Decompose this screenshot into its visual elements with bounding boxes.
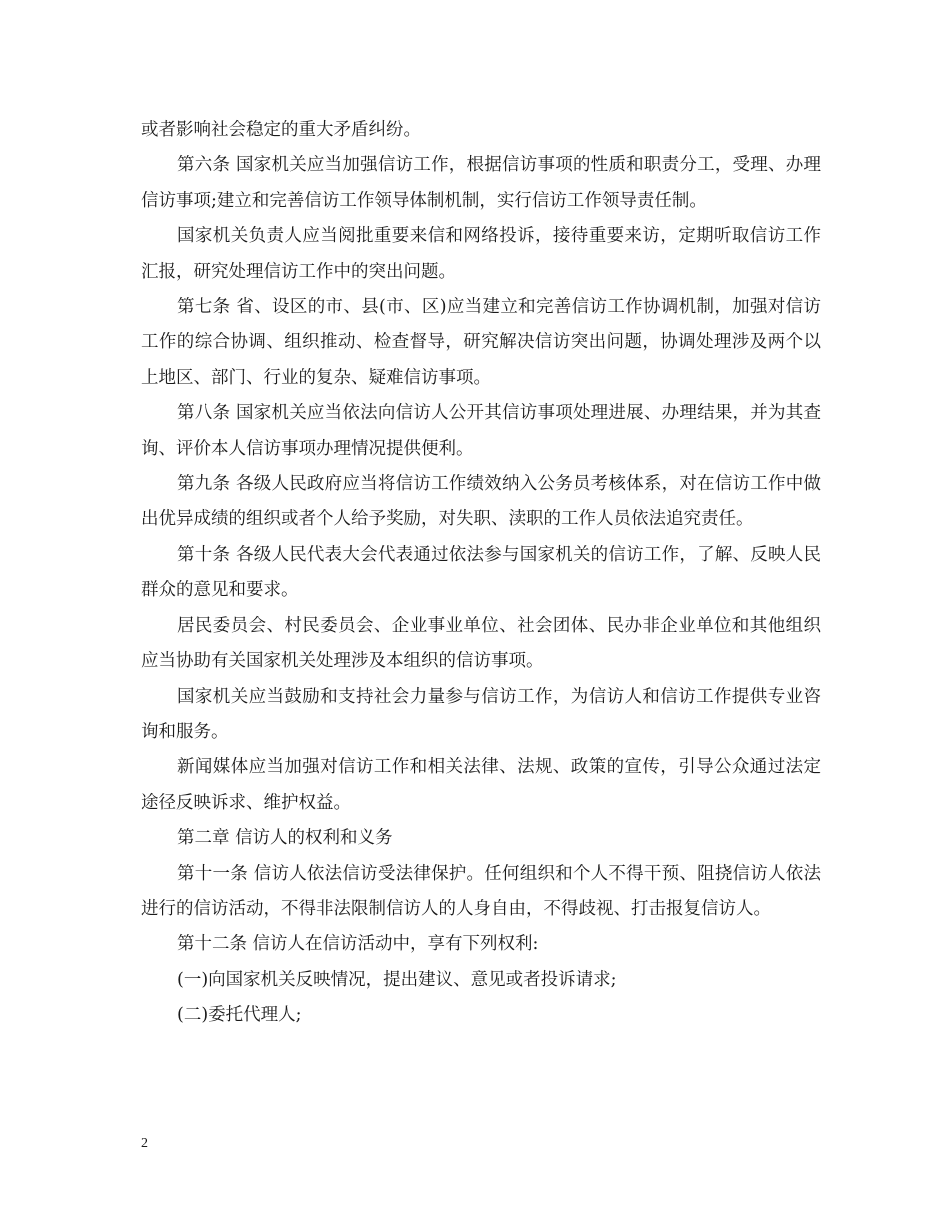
paragraph: 第七条 省、设区的市、县(市、区)应当建立和完善信访工作协调机制，加强对信访工作的综合协调、组织推动、检查督导，研究解决信访突出问题，协调处理涉及两个以上地区、部门、行业的复杂、疑难信访事项。 bbox=[141, 297, 821, 388]
paragraph: 第六条 国家机关应当加强信访工作，根据信访事项的性质和职责分工，受理、办理信访事项;建立和完善信访工作领导体制机制，实行信访工作领导责任制。 bbox=[141, 155, 821, 211]
paragraph: 或者影响社会稳定的重大矛盾纠纷。 bbox=[141, 120, 421, 140]
paragraph: 第九条 各级人民政府应当将信访工作绩效纳入公务员考核体系，对在信访工作中做出优异成绩的组织或者个人给予奖励，对失职、渎职的工作人员依法追究责任。 bbox=[141, 474, 821, 530]
paragraph: 国家机关负责人应当阅批重要来信和网络投诉，接待重要来访，定期听取信访工作汇报，研究处理信访工作中的突出问题。 bbox=[141, 226, 821, 282]
paragraph: 居民委员会、村民委员会、企业事业单位、社会团体、民办非企业单位和其他组织应当协助有关国家机关处理涉及本组织的信访事项。 bbox=[141, 615, 821, 672]
list-item: (一)向国家机关反映情况，提出建议、意见或者投诉请求; bbox=[177, 969, 617, 990]
paragraph: 第十一条 信访人依法信访受法律保护。任何组织和个人不得干预、阻挠信访人依法进行的信访活动，不得非法限制信访人的人身自由，不得歧视、打击报复信访人。 bbox=[141, 863, 821, 919]
paragraph: 新闻媒体应当加强对信访工作和相关法律、法规、政策的宣传，引导公众通过法定途径反映诉求、维护权益。 bbox=[141, 757, 821, 813]
chapter-heading: 第二章 信访人的权利和义务 bbox=[177, 828, 393, 849]
list-item: (二)委托代理人; bbox=[177, 1005, 302, 1026]
paragraph: 第八条 国家机关应当依法向信访人公开其信访事项处理进展、办理结果，并为其查询、评价本人信访事项办理情况提供便利。 bbox=[141, 403, 821, 459]
paragraph: 国家机关应当鼓励和支持社会力量参与信访工作，为信访人和信访工作提供专业咨询和服务。 bbox=[141, 686, 821, 742]
document-body bbox=[141, 113, 821, 1034]
paragraph: 第十条 各级人民代表大会代表通过依法参与国家机关的信访工作，了解、反映人民群众的意见和要求。 bbox=[141, 544, 821, 601]
page-number: 2 bbox=[141, 1136, 148, 1151]
paragraph: 第十二条 信访人在信访活动中，享有下列权利: bbox=[177, 934, 539, 955]
